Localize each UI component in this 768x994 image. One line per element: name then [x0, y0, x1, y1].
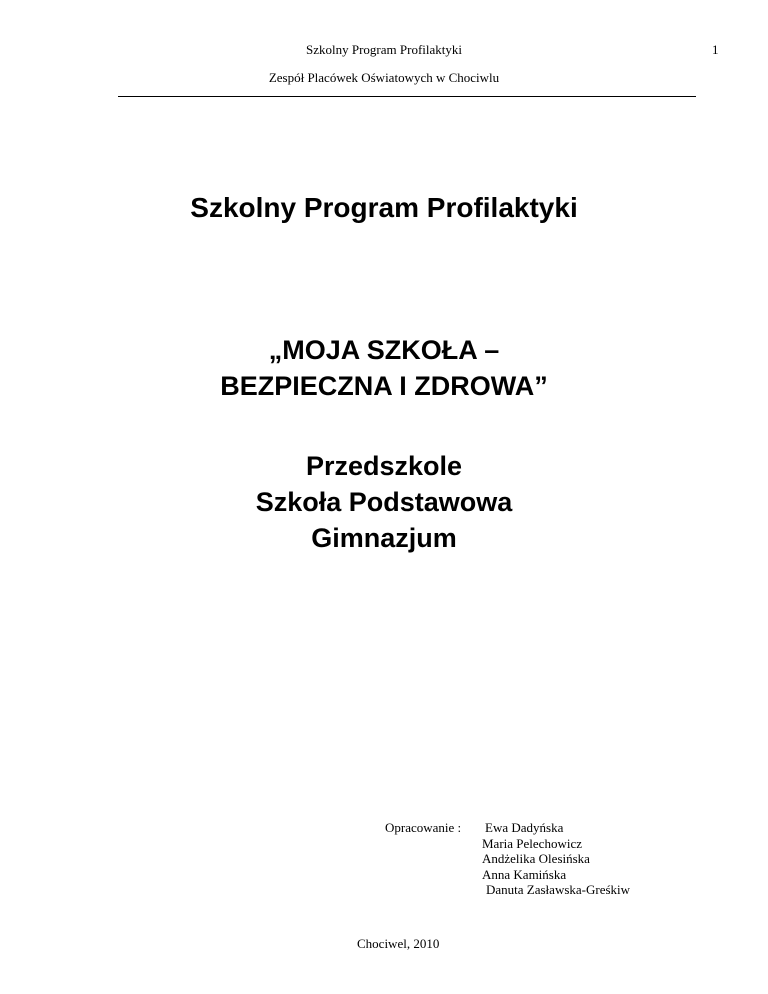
author-name: Maria Pelechowicz [482, 835, 582, 851]
place-and-date: Chociwel, 2010 [357, 936, 440, 951]
author-name: Anna Kamińska [482, 866, 567, 882]
running-header-institution: Zespół Placówek Oświatowych w Chociwlu [268, 70, 500, 85]
page-number: 1 [712, 42, 719, 57]
header-divider [118, 96, 696, 97]
author-name: Danuta Zasławska-Greśkiw [486, 882, 631, 897]
motto-line-2: BEZPIECZNA I ZDROWA” [220, 371, 548, 401]
school-primary: Szkoła Podstawowa [255, 487, 513, 517]
target-schools [0, 448, 768, 556]
program-motto [0, 332, 768, 404]
author-name: Ewa Dadyńska [485, 820, 564, 835]
running-header-title: Szkolny Program Profilaktyki [306, 42, 462, 57]
prepared-by-label: Opracowanie : [385, 820, 462, 835]
author-name: Andżelika Olesińska [482, 851, 590, 866]
document-title: Szkolny Program Profilaktyki [190, 192, 578, 223]
motto-line-1: „MOJA SZKOŁA – [268, 335, 500, 365]
school-kindergarten: Przedszkole [305, 451, 463, 481]
authors-list [482, 820, 630, 898]
school-junior-high: Gimnazjum [311, 523, 457, 553]
